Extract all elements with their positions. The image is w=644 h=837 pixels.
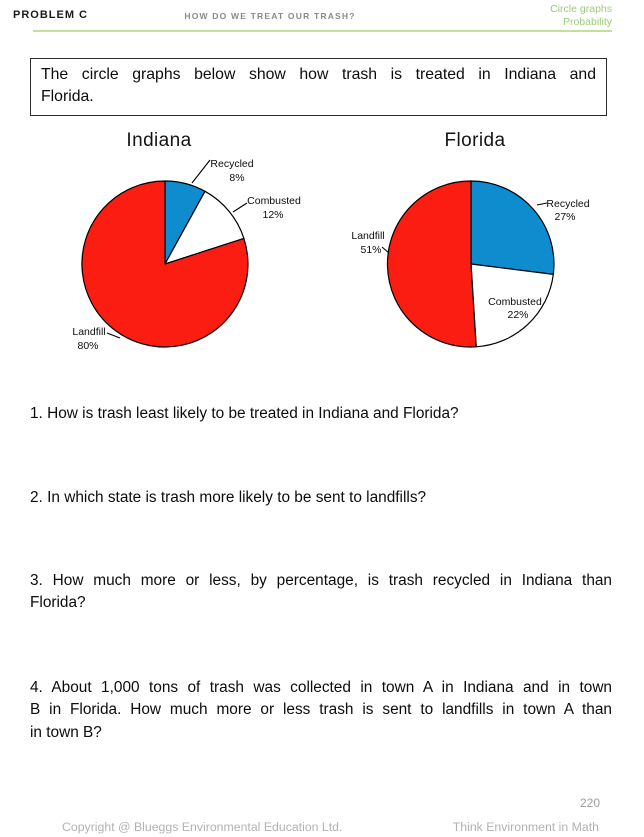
question-1 [30,403,612,425]
text-line: 4. About 1,000 tons of trash was collected in town A in Indiana and in town [30,679,612,696]
text-line: 3. How much more or less, by percentage, is trash recycled in Indiana than [30,572,612,589]
footer-series-title: Think Environment in Math [452,820,599,834]
question-4 [30,677,612,744]
text-line: The circle graphs below show how trash is treated in Indiana and [41,66,596,83]
text-line: B in Florida. How much more or less trash is sent to landfills in town A than [30,701,612,719]
slice-percent: 27% [554,211,576,223]
leader-line [233,203,247,212]
page-number: 220 [579,796,600,810]
intro-box [30,58,607,116]
topic-tags [550,3,612,28]
text-line: 2. In which state is trash more likely to be sent to landfills? [30,489,427,506]
problem-label: PROBLEM C [13,9,88,21]
slice-percent: 8% [229,172,245,184]
text-line: Florida? [30,594,86,612]
slice-percent: 80% [77,340,99,352]
slice-label: Recycled [210,158,254,170]
chart-title: Indiana [126,130,192,151]
question-3 [30,570,612,615]
chart-title: Florida [444,130,506,151]
leader-line [192,160,210,183]
slice-label: Landfill [351,230,385,242]
copyright-text: Copyright @ Blueggs Environmental Education Ltd. [62,820,343,834]
pie-svg-indiana [0,125,330,377]
slice-percent: 12% [262,209,284,221]
text-line: in town B? [30,723,102,741]
leader-line [107,333,120,338]
pie-chart-indiana [0,125,330,377]
pie-svg-florida [330,125,644,377]
header-rule [33,30,612,33]
text-line: Florida. [41,87,94,105]
slice-percent: 51% [360,244,382,256]
topic-probability: Probability [562,15,612,28]
question-2 [30,487,612,509]
slice-label: Combusted [488,296,542,308]
text-line: 1. How is trash least likely to be treated in Indiana and Florida? [30,405,459,422]
slice-label: Recycled [546,198,590,210]
florida-slice-recycled [471,181,554,274]
florida-slice-landfill [387,181,476,347]
slice-percent: 22% [507,309,529,321]
slice-label: Landfill [72,326,106,338]
page-title: HOW DO WE TREAT OUR TRASH? [184,11,356,21]
leader-line [382,247,389,253]
pie-chart-florida [330,125,644,377]
slice-label: Combusted [247,195,301,207]
topic-circle-graphs: Circle graphs [550,3,612,15]
